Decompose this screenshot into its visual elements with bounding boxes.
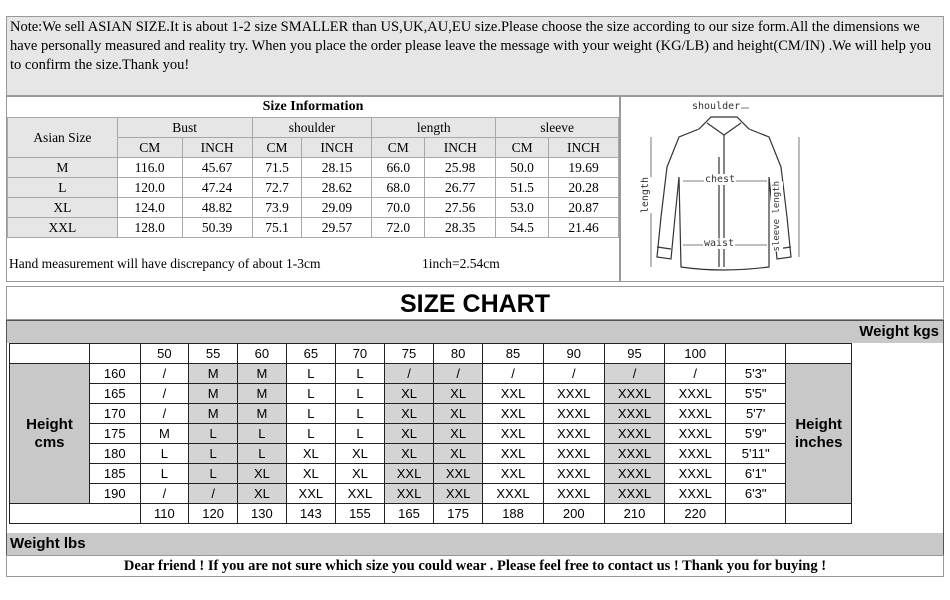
- unit-header: CM: [372, 138, 425, 158]
- info-size-row: [8, 198, 619, 218]
- size-cell: XL: [384, 404, 433, 424]
- measure-group-header: Bust: [117, 118, 252, 138]
- note-line-2: have personally measured and reality try. When you place the order please leave the message with your weight (KG/LB) and height(CM/IN) .We will help you to confirm the size.Thank you!: [10, 38, 932, 73]
- size-cell: M: [189, 404, 238, 424]
- measure-cell: 54.5: [496, 218, 549, 238]
- weight-lbs-cell: 188: [483, 504, 544, 524]
- weight-kg-cell: 65: [286, 344, 335, 364]
- height-inch-cell: 6'1": [726, 464, 786, 484]
- size-cell: XXL: [483, 464, 544, 484]
- weight-lbs-cell: 220: [665, 504, 726, 524]
- measure-cell: 71.5: [252, 158, 302, 178]
- height-inch-cell: 5'11": [726, 444, 786, 464]
- weight-lbs-cell: 165: [384, 504, 433, 524]
- size-cell: XXXL: [604, 444, 665, 464]
- size-cell: L: [335, 384, 384, 404]
- unit-header: INCH: [549, 138, 619, 158]
- size-cell: XXXL: [665, 464, 726, 484]
- measure-cell: 73.9: [252, 198, 302, 218]
- size-cell: M: [238, 384, 287, 404]
- corner-cell: [786, 504, 852, 524]
- height-cms-label: Height cms: [10, 364, 90, 504]
- weight-lbs-row: [10, 504, 943, 524]
- sleeve-length-label: sleeve length: [772, 181, 782, 252]
- size-cell: M: [238, 364, 287, 384]
- info-size-row: [8, 178, 619, 198]
- shirt-measurement-diagram: [620, 96, 944, 282]
- inch-conversion-note: 1inch=2.54cm: [422, 256, 500, 271]
- weight-kg-cell: 55: [189, 344, 238, 364]
- unit-header: INCH: [182, 138, 252, 158]
- corner-cell: [786, 344, 852, 364]
- measure-cell: 66.0: [372, 158, 425, 178]
- size-chart: [6, 320, 944, 556]
- unit-header: INCH: [302, 138, 372, 158]
- size-cell: XXL: [483, 384, 544, 404]
- height-inch-cell: 5'9": [726, 424, 786, 444]
- weight-kg-cell: 70: [335, 344, 384, 364]
- size-chart-title: SIZE CHART: [6, 286, 944, 320]
- size-cell: L: [189, 424, 238, 444]
- measure-cell: 124.0: [117, 198, 182, 218]
- height-cm-cell: 190: [90, 484, 141, 504]
- weight-kg-cell: 85: [483, 344, 544, 364]
- size-cell: XL: [384, 424, 433, 444]
- measure-cell: 28.15: [302, 158, 372, 178]
- measure-group-header: sleeve: [496, 118, 619, 138]
- size-cell: /: [140, 404, 189, 424]
- weight-lbs-cell: 200: [543, 504, 604, 524]
- size-cell: XXXL: [665, 404, 726, 424]
- measure-cell: 50.0: [496, 158, 549, 178]
- size-cell: XL: [238, 484, 287, 504]
- height-inches-label: Height inches: [786, 364, 852, 504]
- weight-kg-cell: 75: [384, 344, 433, 364]
- size-cell: XXXL: [665, 444, 726, 464]
- corner-cell: [726, 344, 786, 364]
- height-inch-cell: 5'7': [726, 404, 786, 424]
- measure-cell: 19.69: [549, 158, 619, 178]
- weight-lbs-cell: 155: [335, 504, 384, 524]
- size-cell: L: [335, 424, 384, 444]
- weight-kg-cell: 60: [238, 344, 287, 364]
- measure-cell: 29.57: [302, 218, 372, 238]
- size-cell: L: [140, 464, 189, 484]
- size-cell: L: [286, 364, 335, 384]
- corner-cell: [90, 344, 141, 364]
- weight-kg-cell: 50: [140, 344, 189, 364]
- corner-cell: [10, 344, 90, 364]
- unit-header: CM: [117, 138, 182, 158]
- weight-kg-row: [10, 344, 943, 364]
- measure-cell: 48.82: [182, 198, 252, 218]
- chest-label: chest: [705, 174, 736, 185]
- size-cell: XXL: [384, 464, 433, 484]
- height-cm-cell: 185: [90, 464, 141, 484]
- size-cell: /: [604, 364, 665, 384]
- height-cm-cell: 170: [90, 404, 141, 424]
- measure-cell: 25.98: [425, 158, 496, 178]
- size-cell: XL: [286, 464, 335, 484]
- weight-lbs-cell: 175: [434, 504, 483, 524]
- size-cell: XL: [434, 404, 483, 424]
- size-cell: XXXL: [543, 484, 604, 504]
- size-cell: XXL: [286, 484, 335, 504]
- size-cell: XXL: [434, 484, 483, 504]
- size-cell: /: [483, 364, 544, 384]
- size-cell: XL: [335, 464, 384, 484]
- height-cm-cell: 180: [90, 444, 141, 464]
- measure-cell: 45.67: [182, 158, 252, 178]
- size-cell: /: [384, 364, 433, 384]
- size-cell: /: [434, 364, 483, 384]
- measure-cell: 50.39: [182, 218, 252, 238]
- measure-group-header: shoulder: [252, 118, 372, 138]
- measure-cell: 120.0: [117, 178, 182, 198]
- height-inch-cell: 5'3": [726, 364, 786, 384]
- info-spacer-cell: [8, 238, 619, 259]
- corner-cell: [10, 504, 141, 524]
- size-cell: XXXL: [543, 404, 604, 424]
- measurement-footnote: Hand measurement will have discrepancy of about 1-3cm: [9, 256, 321, 271]
- weight-lbs-cell: 130: [238, 504, 287, 524]
- measure-cell: 128.0: [117, 218, 182, 238]
- measure-cell: 21.46: [549, 218, 619, 238]
- weight-lbs-label: Weight lbs: [7, 533, 943, 555]
- asian-size-header: Asian Size: [8, 118, 118, 158]
- length-label: length: [640, 177, 651, 214]
- size-cell: XXXL: [665, 384, 726, 404]
- size-cell: L: [238, 444, 287, 464]
- size-cell: XXL: [483, 404, 544, 424]
- size-cell: /: [140, 484, 189, 504]
- size-cell: M: [140, 424, 189, 444]
- measure-cell: 28.62: [302, 178, 372, 198]
- weight-kg-cell: 100: [665, 344, 726, 364]
- measure-cell: 53.0: [496, 198, 549, 218]
- asian-size-cell: XL: [8, 198, 118, 218]
- size-note: [6, 16, 944, 96]
- size-cell: XXXL: [543, 424, 604, 444]
- height-inch-cell: 6'3": [726, 484, 786, 504]
- measure-cell: 47.24: [182, 178, 252, 198]
- size-cell: XL: [434, 444, 483, 464]
- asian-size-cell: M: [8, 158, 118, 178]
- note-line-1: Note:We sell ASIAN SIZE.It is about 1-2 size SMALLER than US,UK,AU,EU size.Please choose the size according to our size form.All the dimensions we: [10, 19, 920, 35]
- size-chart-table: [9, 343, 943, 524]
- size-cell: /: [189, 484, 238, 504]
- size-cell: XXXL: [604, 404, 665, 424]
- size-cell: L: [335, 404, 384, 424]
- measure-cell: 70.0: [372, 198, 425, 218]
- info-spacer-row: [8, 238, 619, 259]
- size-cell: XXXL: [604, 464, 665, 484]
- size-cell: XXXL: [604, 424, 665, 444]
- weight-kgs-label: Weight kgs: [7, 321, 943, 343]
- size-cell: XL: [286, 444, 335, 464]
- height-row: [10, 364, 943, 384]
- size-cell: L: [335, 364, 384, 384]
- size-cell: XXL: [483, 424, 544, 444]
- size-cell: /: [140, 384, 189, 404]
- measure-cell: 26.77: [425, 178, 496, 198]
- height-cm-cell: 160: [90, 364, 141, 384]
- size-cell: XXL: [434, 464, 483, 484]
- weight-kg-cell: 90: [543, 344, 604, 364]
- measure-cell: 20.87: [549, 198, 619, 218]
- size-cell: M: [189, 364, 238, 384]
- measure-group-header: length: [372, 118, 496, 138]
- size-cell: /: [140, 364, 189, 384]
- size-cell: XL: [384, 384, 433, 404]
- measure-cell: 29.09: [302, 198, 372, 218]
- size-cell: XXXL: [483, 484, 544, 504]
- weight-lbs-cell: 143: [286, 504, 335, 524]
- thank-you-footer: Dear friend ! If you are not sure which size you could wear . Please feel free to contact us ! Thank you for buying !: [6, 555, 944, 577]
- asian-size-cell: XXL: [8, 218, 118, 238]
- height-inch-cell: 5'5": [726, 384, 786, 404]
- weight-lbs-cell: 210: [604, 504, 665, 524]
- measure-cell: 28.35: [425, 218, 496, 238]
- size-information-title: Size Information: [262, 99, 364, 114]
- size-cell: XXXL: [604, 384, 665, 404]
- size-cell: XXXL: [665, 484, 726, 504]
- weight-kg-cell: 95: [604, 344, 665, 364]
- info-size-row: [8, 218, 619, 238]
- asian-size-cell: L: [8, 178, 118, 198]
- unit-header: INCH: [425, 138, 496, 158]
- size-information-table: [7, 117, 619, 258]
- size-cell: L: [140, 444, 189, 464]
- size-cell: L: [238, 424, 287, 444]
- size-cell: XL: [238, 464, 287, 484]
- size-cell: L: [286, 384, 335, 404]
- height-cm-cell: 175: [90, 424, 141, 444]
- size-cell: /: [665, 364, 726, 384]
- measure-cell: 116.0: [117, 158, 182, 178]
- weight-lbs-cell: 120: [189, 504, 238, 524]
- waist-label: waist: [704, 238, 735, 249]
- size-cell: XXL: [335, 484, 384, 504]
- size-cell: L: [189, 464, 238, 484]
- unit-header: CM: [496, 138, 549, 158]
- weight-kg-cell: 80: [434, 344, 483, 364]
- measure-cell: 20.28: [549, 178, 619, 198]
- size-cell: M: [189, 384, 238, 404]
- size-cell: XXL: [483, 444, 544, 464]
- size-cell: XXXL: [604, 484, 665, 504]
- size-cell: XXXL: [543, 444, 604, 464]
- size-cell: L: [286, 424, 335, 444]
- size-cell: L: [286, 404, 335, 424]
- size-information-panel: [6, 96, 620, 282]
- size-cell: XXXL: [665, 424, 726, 444]
- unit-header: CM: [252, 138, 302, 158]
- measure-cell: 51.5: [496, 178, 549, 198]
- size-cell: XL: [384, 444, 433, 464]
- size-cell: XXXL: [543, 464, 604, 484]
- size-cell: XL: [434, 384, 483, 404]
- measure-cell: 72.0: [372, 218, 425, 238]
- shoulder-label: shoulder: [692, 101, 741, 112]
- size-cell: M: [238, 404, 287, 424]
- height-cm-cell: 165: [90, 384, 141, 404]
- size-cell: XL: [335, 444, 384, 464]
- measure-cell: 27.56: [425, 198, 496, 218]
- measure-cell: 68.0: [372, 178, 425, 198]
- size-cell: XXXL: [543, 384, 604, 404]
- info-header-row: [8, 118, 619, 138]
- size-cell: XL: [434, 424, 483, 444]
- info-size-row: [8, 158, 619, 178]
- corner-cell: [726, 504, 786, 524]
- measure-cell: 72.7: [252, 178, 302, 198]
- size-cell: XXL: [384, 484, 433, 504]
- size-cell: /: [543, 364, 604, 384]
- size-cell: L: [189, 444, 238, 464]
- weight-lbs-cell: 110: [140, 504, 189, 524]
- measure-cell: 75.1: [252, 218, 302, 238]
